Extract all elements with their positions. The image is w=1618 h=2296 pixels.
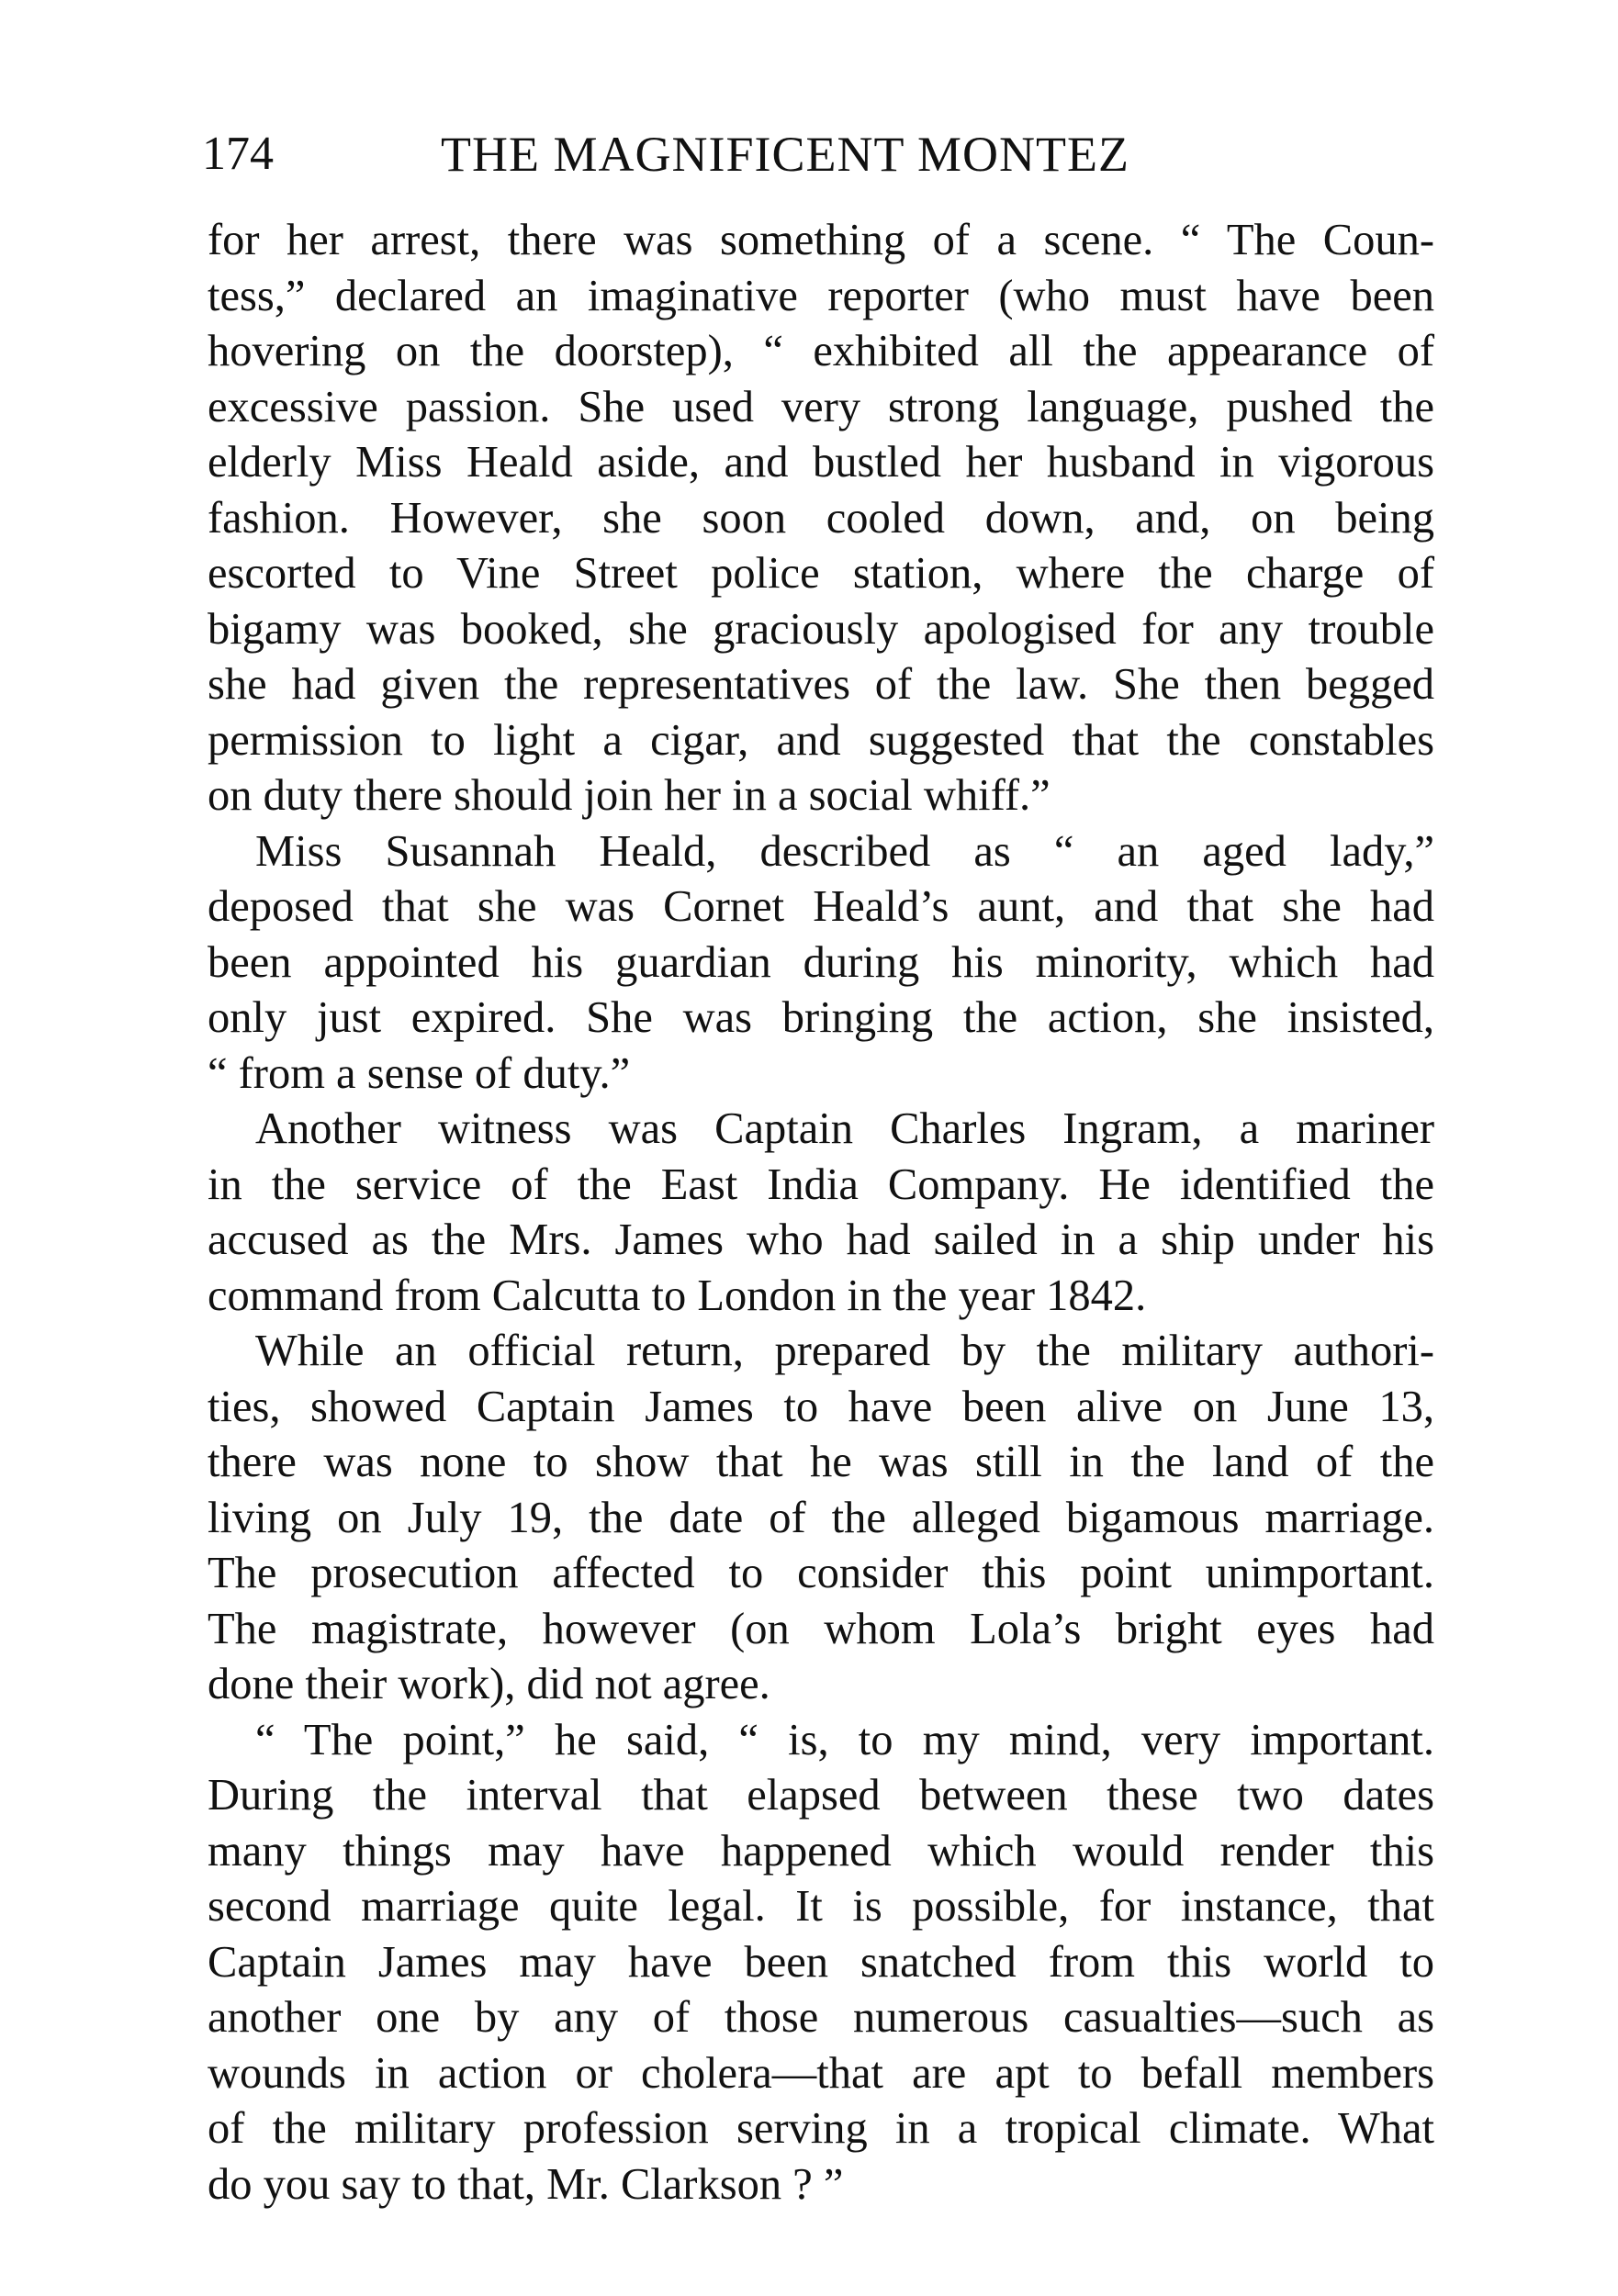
text-line: Captain James may have been snatched from this world to [208,1937,1434,1987]
text-line: only just expired. She was bringing the action, she insisted, [208,993,1434,1042]
text-line: of the military profession serving in a tropical climate. What [208,2104,1434,2153]
text-line: she had given the representatives of the law. She then begged [208,660,1434,709]
text-line: living on July 19, the date of the alleged bigamous marriage. [208,1493,1434,1542]
page-number: 174 [202,128,274,180]
text-line: accused as the Mrs. James who had sailed in a ship under his [208,1215,1434,1264]
text-line: tess,” declared an imaginative reporter (who must have been [208,271,1434,320]
text-line: Miss Susannah Heald, described as “ an aged lady,” [255,826,1434,876]
text-line: excessive passion. She used very strong language, pushed the [208,382,1434,431]
page-header [202,127,1434,182]
text-line: “ The point,” he said, “ is, to my mind, very important. [255,1715,1434,1764]
text-line: permission to light a cigar, and suggested that the constables [208,715,1434,765]
text-line: do you say to that, Mr. Clarkson ? ” [208,2159,844,2209]
text-line: wounds in action or cholera—that are apt to befall members [208,2048,1434,2098]
text-line: many things may have happened which would render this [208,1826,1434,1876]
text-line: hovering on the doorstep), “ exhibited all the appearance of [208,327,1434,375]
text-line: for her arrest, there was something of a scene. “ The Coun- [208,216,1434,264]
text-line: elderly Miss Heald aside, and bustled her husband in vigorous [208,438,1434,487]
text-line: deposed that she was Cornet Heald’s aunt, and that she had [208,882,1434,931]
text-line: been appointed his guardian during his minority, which had [208,937,1434,987]
body-text [208,213,1434,2212]
text-line: another one by any of those numerous casualties—such as [208,1993,1434,2042]
text-line: escorted to Vine Street police station, where the charge of [208,549,1434,598]
text-line: “ from a sense of duty.” [208,1048,631,1098]
text-line: While an official return, prepared by the military authori- [255,1327,1434,1375]
text-line: The magistrate, however (on whom Lola’s bright eyes had [208,1604,1434,1653]
text-line: there was none to show that he was still in the land of the [208,1438,1434,1486]
running-head: THE MAGNIFICENT MONTEZ [441,127,1129,182]
text-line: on duty there should join her in a social whiff.” [208,771,1051,820]
text-line: second marriage quite legal. It is possible, for instance, that [208,1882,1434,1931]
text-line: bigamy was booked, she graciously apologised for any trouble [208,604,1434,654]
text-line: Another witness was Captain Charles Ingram, a mariner [255,1104,1434,1153]
text-line: fashion. However, she soon cooled down, and, on being [208,493,1434,543]
text-line: During the interval that elapsed between these two dates [208,1771,1434,1820]
text-line: The prosecution affected to consider this point unimportant. [208,1549,1434,1597]
text-line: ties, showed Captain James to have been alive on June 13, [208,1382,1434,1431]
text-line: in the service of the East India Company. He identified the [208,1159,1434,1209]
text-line: done their work), did not agree. [208,1660,770,1708]
text-line: command from Calcutta to London in the year 1842. [208,1271,1147,1320]
